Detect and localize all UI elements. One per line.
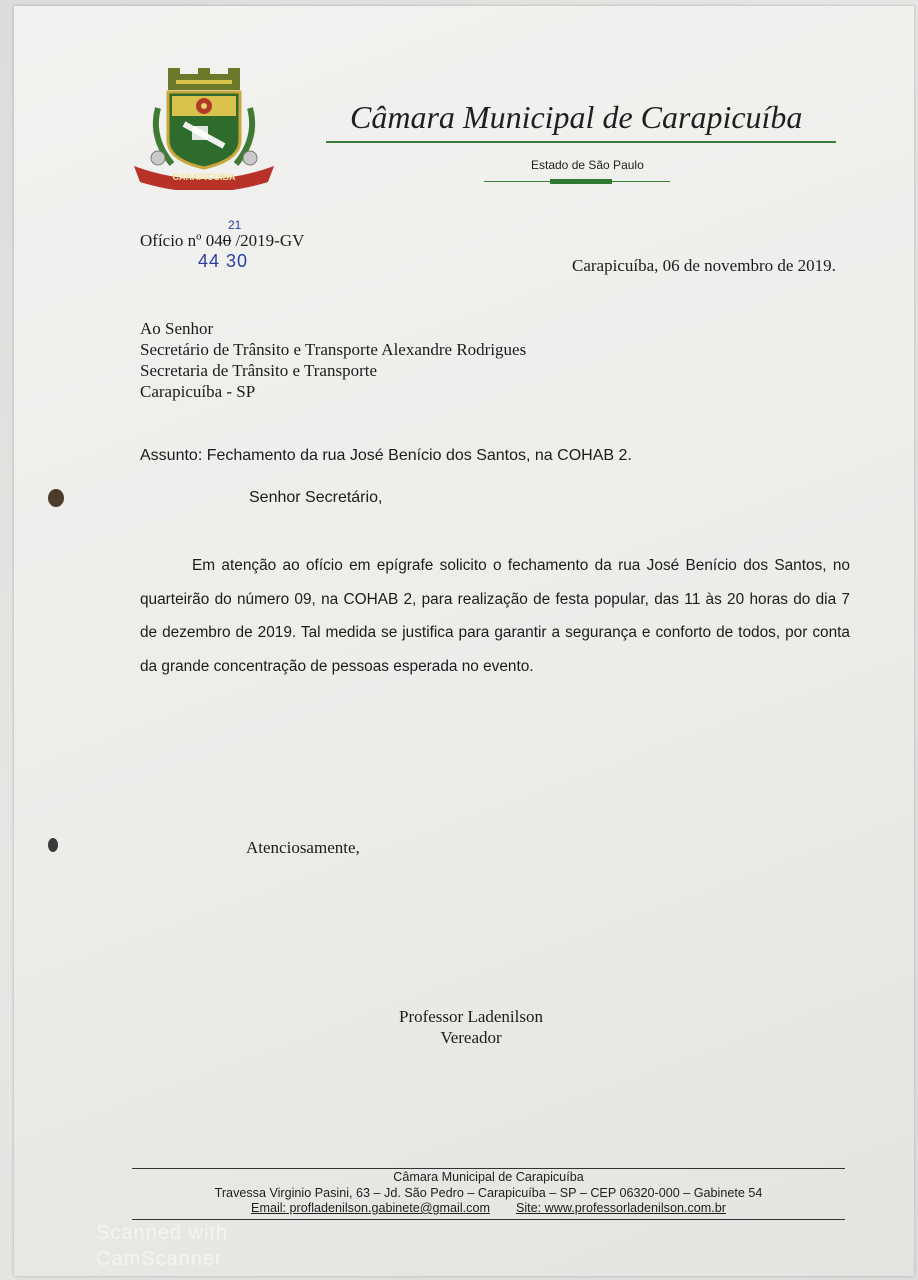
signer-title: Vereador (440, 1028, 502, 1047)
footer-contact (132, 1201, 845, 1217)
scanner-watermark (96, 1220, 228, 1272)
letter-page (14, 6, 914, 1276)
recipient-block (140, 318, 526, 402)
letter-body: Em atenção ao ofício em epígrafe solicito o fechamento da rua José Benício dos Santos, no quarteirão do número 09, na COHAB 2, para realização de festa popular, das 11 às 20 horas do dia 7 de dezembro de 2019. Tal medida se justifica para garantir a segurança e conforto de todos, por conta da grande concentração de pessoas esperada no evento. (140, 557, 850, 675)
org-title: Câmara Municipal de Carapicuíba (350, 99, 803, 135)
footer-email-link[interactable]: Email: profladenilson.gabinete@gmail.com (251, 1201, 490, 1215)
footer-divider-bottom (132, 1219, 845, 1220)
watermark-line-1: Scanned with (96, 1222, 229, 1244)
letter-closing: Atenciosamente, (246, 838, 360, 857)
handwritten-note-bottom: 44 30 (198, 251, 249, 271)
crest-banner-text: CARAPICUIBA (172, 172, 236, 182)
punch-hole (48, 489, 64, 507)
recipient-line: Ao Senhor (140, 319, 214, 338)
letter-number-suffix: /2019-GV (235, 231, 305, 250)
handwritten-note-top: 21 (228, 218, 242, 232)
signer-name: Professor Ladenilson (398, 1007, 543, 1026)
recipient-line: Carapicuíba - SP (140, 382, 256, 401)
letter-number-label: Ofício nº 04 (140, 231, 223, 250)
footer-org-name: Câmara Municipal de Carapicuíba (393, 1170, 584, 1184)
letter-subject: Assunto: Fechamento da rua José Benício dos Santos, na COHAB 2. (140, 447, 632, 464)
recipient-line: Secretário de Trânsito e Transporte Alexandre Rodrigues (140, 340, 527, 359)
punch-hole (48, 838, 58, 852)
state-subtitle: Estado de São Paulo (531, 158, 644, 172)
footer (132, 1170, 845, 1217)
letter-greeting: Senhor Secretário, (249, 489, 383, 506)
footer-address: Travessa Virginio Pasini, 63 – Jd. São Pedro – Carapicuíba – SP – CEP 06320-000 – Gabinete 54 (214, 1185, 763, 1200)
letter-date: Carapicuíba, 06 de novembro de 2019. (572, 256, 836, 275)
recipient-line: Secretaria de Trânsito e Transporte (140, 361, 378, 380)
footer-site-link[interactable]: Site: www.professorladenilson.com.br (515, 1201, 726, 1215)
municipal-crest-logo (132, 68, 276, 190)
watermark-line-2: CamScanner (96, 1248, 223, 1270)
state-divider-accent (550, 179, 612, 184)
signature-block (354, 1006, 588, 1048)
letter-number-struck-digit: 0 (222, 231, 232, 250)
letter-number (140, 231, 304, 251)
header-divider (326, 141, 836, 143)
footer-divider (132, 1168, 845, 1169)
